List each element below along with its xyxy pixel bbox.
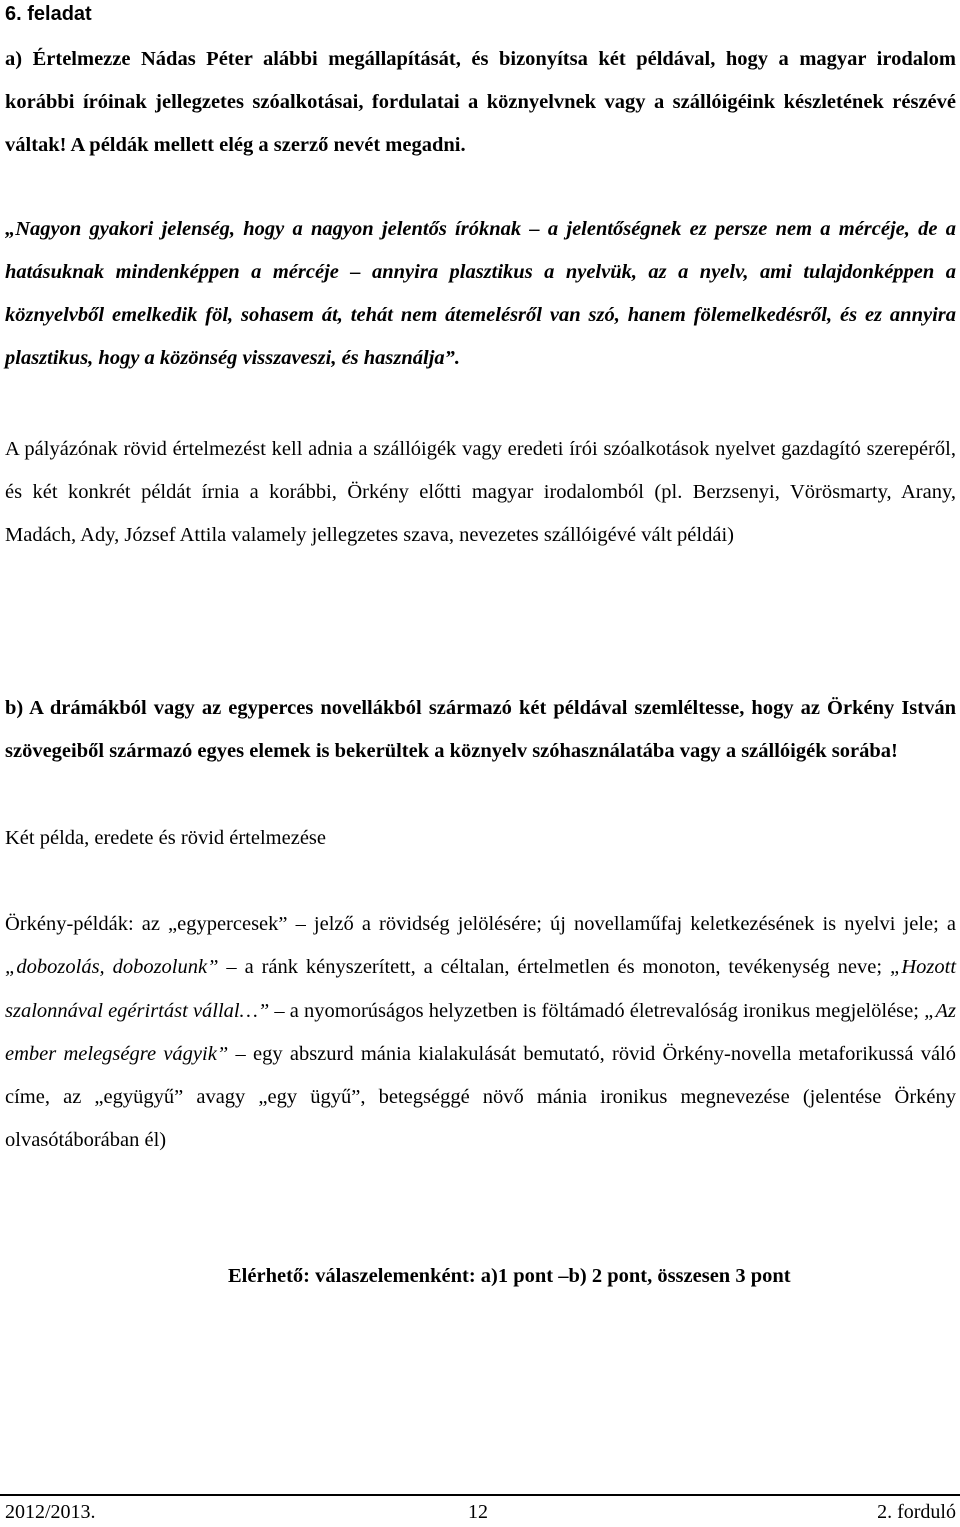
score-summary: Elérhető: válaszelemenként: a)1 pont –b) 2 pont, összesen 3 pont bbox=[228, 1265, 791, 1287]
examples-text-2: – a ránk kényszerített, a céltalan, értelmetlen és monoton, tevékenység neve; bbox=[218, 956, 890, 979]
task-a-explanation: A pályázónak rövid értelmezést kell adnia a szállóigék vagy eredeti írói szóalkotások nyelvet gazdagító szerepéről, és két konkrét példát írnia a korábbi, Örkény előtti magyar irodalomból (pl. Berzsenyi, Vörösmarty, Arany, Madách, Ady, József Attila valamely jellegzetes szava, nevezetes szállóigévé vált példái) bbox=[5, 438, 956, 546]
examples-text-3: – a nyomorúságos helyzetben is föltámadó életrevalóság ironikus megjelölése; bbox=[269, 999, 925, 1022]
orkeny-examples bbox=[5, 903, 956, 1163]
nadas-quote: „Nagyon gyakori jelenség, hogy a nagyon jelentős íróknak – a jelentőségnek ez persze nem a mércéje, de a hatásuknak mindenképpen a mércéje – annyira plasztikus a nyelvük, az a nyelv, ami tulajdonképpen a köznyelvből emelkedik föl, sohasem át, tehát nem átemelésről van szó, hanem fölemelkedésről, és ez annyira plasztikus, hogy a közönség visszaveszi, és használja”. bbox=[5, 218, 956, 369]
examples-text-4: – egy abszurd mánia kialakulását bemutató, rövid Örkény-novella metaforikussá váló címe, az „együgyű” avagy „egy ügyű”, betegséggé növő mánia ironikus megnevezése (jelentése Örkény olvasótáborában él) bbox=[5, 1042, 956, 1152]
examples-text-1: Örkény-példák: az „egypercesek” – jelző a rövidség jelölésére; új novellaműfaj keletkezésének is nyelvi jele; a bbox=[5, 913, 956, 935]
footer-round: 2. forduló bbox=[877, 1501, 956, 1523]
example-dobozolas: „dobozolás, dobozolunk” bbox=[5, 956, 219, 979]
footer-year: 2012/2013. bbox=[5, 1501, 96, 1523]
task-b-prompt: b) A drámákból vagy az egyperces novellákból származó két példával szemléltesse, hogy az Örkény István szövegeiből származó egyes elemek is bekerültek a köznyelv szóhasználatába vagy a szállóigék sorába! bbox=[5, 697, 956, 762]
task-heading: 6. feladat bbox=[5, 3, 92, 25]
task-b-explanation: Két példa, eredete és rövid értelmezése bbox=[5, 827, 326, 849]
page-footer bbox=[0, 1494, 960, 1527]
task-a-prompt: a) Értelmezze Nádas Péter alábbi megállapítását, és bizonyítsa két példával, hogy a magyar irodalom korábbi íróinak jellegzetes szóalkotásai, fordulatai a köznyelvnek vagy a szállóigéink készletének részévé váltak! A példák mellett elég a szerző nevét megadni. bbox=[5, 48, 956, 156]
footer-page-number: 12 bbox=[468, 1501, 488, 1523]
example-az-ember-melegsegre-vagyik: „Az ember melegségre vágyik” bbox=[5, 999, 956, 1065]
example-hozott-szalonnaval: „Hozott szalonnával egérirtást vállal…” bbox=[5, 956, 957, 1022]
